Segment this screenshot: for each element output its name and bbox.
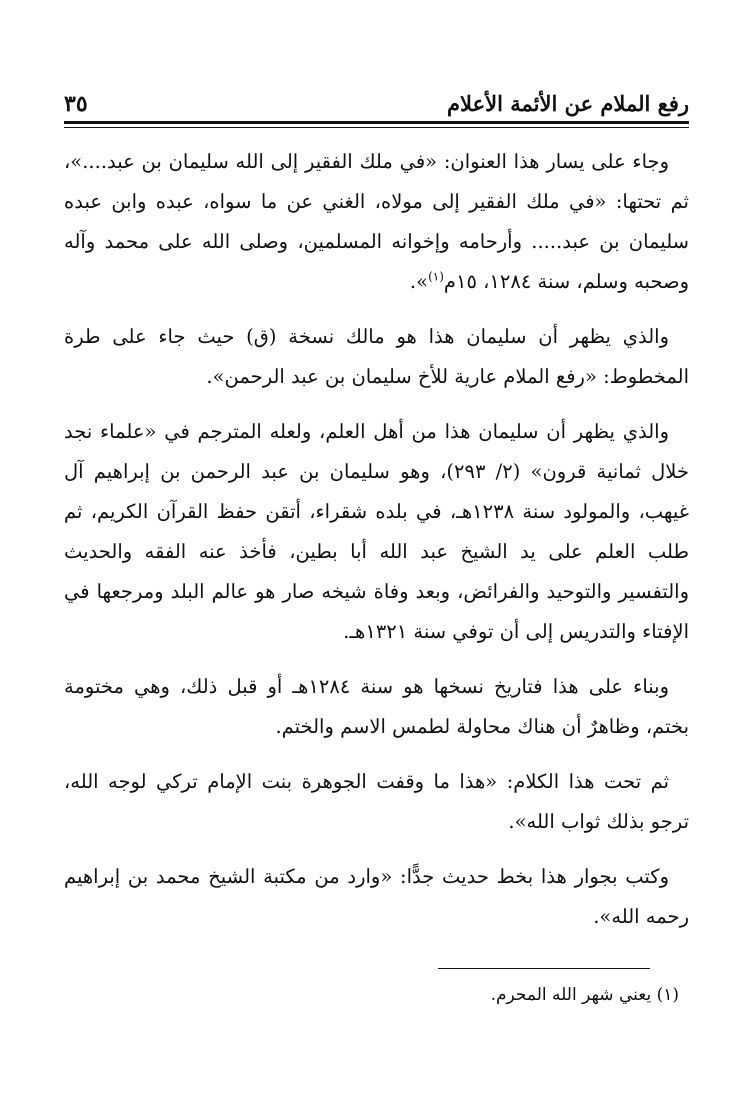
footnote: (١) يعني شهر الله المحرم.: [490, 985, 679, 1005]
footnote-reference: (١): [428, 269, 444, 284]
paragraph: والذي يظهر أن سليمان هذا هو مالك نسخة (ق) حيث جاء على طرة المخطوط: «رفع الملام عارية للأخ سليمان بن عبد الرحمن».: [64, 325, 689, 388]
paragraph: وكتب بجوار هذا بخط حديث جدًّا: «وارد من مكتبة الشيخ محمد بن إبراهيم رحمه الله».: [64, 865, 689, 928]
paragraph: وبناء على هذا فتاريخ نسخها هو سنة ١٢٨٤هـ أو قبل ذلك، وهي مختومة بختم، وظاهرٌ أن هناك محاولة لطمس الاسم والختم.: [64, 675, 689, 738]
page-header: [64, 88, 689, 118]
running-title: رفع الملام عن الأئمة الأعلام: [447, 91, 689, 116]
page-number: ٣٥: [64, 91, 88, 117]
paragraph-tail: ».: [409, 270, 429, 293]
main-text: [64, 142, 689, 952]
paragraph: [64, 142, 689, 302]
paragraph: ثم تحت هذا الكلام: «هذا ما وقفت الجوهرة بنت الإمام تركي لوجه الله، ترجو بذلك ثواب الله».: [64, 770, 689, 833]
header-rule: [64, 121, 689, 124]
header-rule-thin: [64, 127, 689, 128]
paragraph: والذي يظهر أن سليمان هذا من أهل العلم، ولعله المترجم في «علماء نجد خلال ثمانية قرون» (٢/ ٢٩٣)، وهو سليمان بن عبد الرحمن بن إبراهيم آل غيهب، والمولود سنة ١٢٣٨هـ، في بلده شقراء، أتقن حفظ القرآن الكريم، ثم طلب العلم على يد الشيخ عبد الله أبا بطين، فأخذ عنه الفقه والحديث والتفسير والتوحيد والفرائض، وبعد وفاة شيخه صار هو عالم البلد ومرجعها في الإفتاء والتدريس إلى أن توفي سنة ١٣٢١هـ.: [64, 420, 689, 643]
footnote-separator: [438, 968, 650, 969]
paragraph-text: وجاء على يسار هذا العنوان: «في ملك الفقير إلى الله سليمان بن عبد....»، ثم تحتها: «في ملك الفقير إلى مولاه، الغني عن ما سواه، عبده وابن عبده سليمان بن عبد..... وأرحامه وإخوانه المسلمين، وصلى الله على محمد وآله وصحبه وسلم، سنة ١٢٨٤، ١٥م: [64, 150, 689, 293]
